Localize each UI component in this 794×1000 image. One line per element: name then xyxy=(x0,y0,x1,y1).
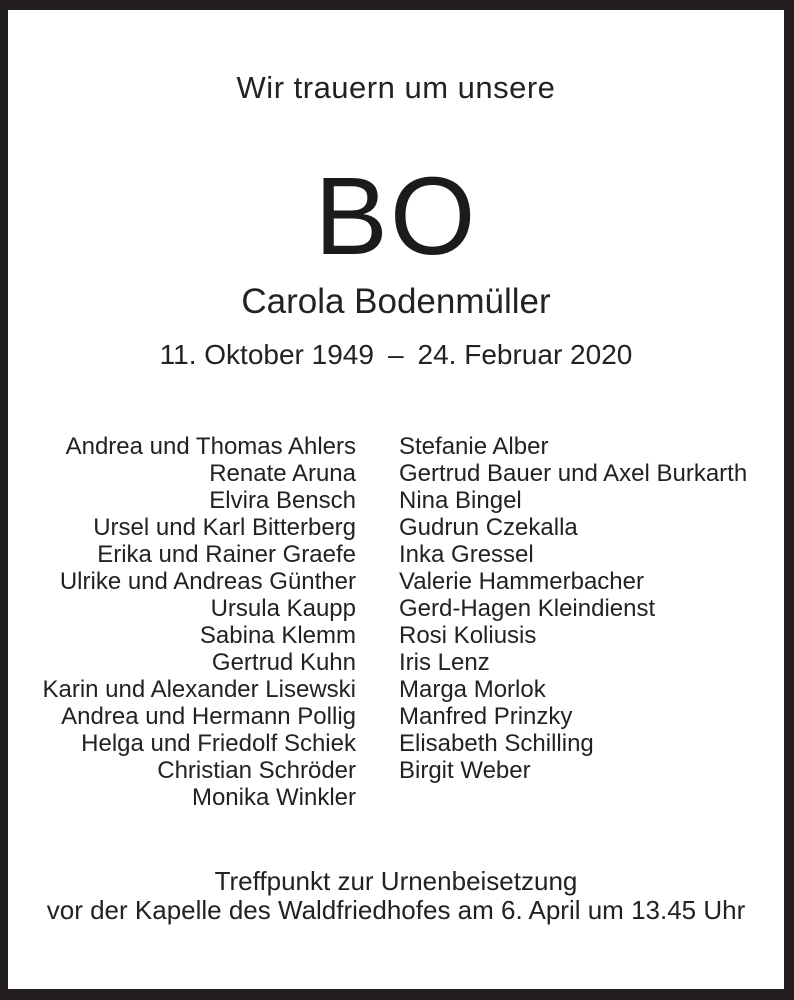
mourners-column-left xyxy=(8,433,356,811)
mourners-list xyxy=(8,433,784,811)
mourner-name: Andrea und Thomas Ahlers xyxy=(65,433,356,460)
mourner-name: Ursula Kaupp xyxy=(210,595,356,622)
mourner-name: Ulrike und Andreas Günther xyxy=(59,568,356,595)
mourner-name: Gerd-Hagen Kleindienst xyxy=(399,595,656,622)
birth-date: 11. Oktober 1949 xyxy=(159,339,374,370)
mourners-column-right xyxy=(399,433,784,811)
mourner-name: Christian Schröder xyxy=(157,757,356,784)
mourner-name: Sabina Klemm xyxy=(199,622,356,649)
mourner-name: Erika und Rainer Graefe xyxy=(97,541,356,568)
mourner-name: Ursel und Karl Bitterberg xyxy=(93,514,356,541)
mourner-name: Stefanie Alber xyxy=(399,433,549,460)
mourner-name: Helga und Friedolf Schiek xyxy=(81,730,356,757)
mourner-name: Gudrun Czekalla xyxy=(399,514,578,541)
mourner-name: Inka Gressel xyxy=(399,541,534,568)
death-date: 24. Februar 2020 xyxy=(417,339,633,370)
mourner-name: Karin und Alexander Lisewski xyxy=(42,676,356,703)
mourner-name: Birgit Weber xyxy=(399,757,531,784)
funeral-info-line2: vor der Kapelle des Waldfriedhofes am 6. April um 13.45 Uhr xyxy=(46,895,746,925)
mourner-name: Marga Morlok xyxy=(399,676,546,703)
mourner-name: Manfred Prinzky xyxy=(399,703,573,730)
mourner-name: Valerie Hammerbacher xyxy=(399,568,644,595)
monogram: BO xyxy=(314,155,478,278)
mourner-name: Elisabeth Schilling xyxy=(399,730,594,757)
mourner-name: Elvira Bensch xyxy=(209,487,356,514)
mourner-name: Nina Bingel xyxy=(399,487,522,514)
mourner-name: Renate Aruna xyxy=(209,460,356,487)
date-separator: – xyxy=(387,339,404,370)
deceased-name: Carola Bodenmüller xyxy=(241,282,551,321)
funeral-info-line1: Treffpunkt zur Urnenbeisetzung xyxy=(214,866,578,896)
mourner-name: Rosi Koliusis xyxy=(399,622,537,649)
funeral-info xyxy=(8,867,784,925)
mourner-name: Gertrud Bauer und Axel Burkarth xyxy=(399,460,748,487)
mourner-name: Iris Lenz xyxy=(399,649,490,676)
mourner-name: Andrea und Hermann Pollig xyxy=(61,703,356,730)
mourner-name: Gertrud Kuhn xyxy=(211,649,356,676)
intro-line: Wir trauern um unsere xyxy=(236,70,556,105)
mourner-name: Monika Winkler xyxy=(191,784,356,811)
life-dates xyxy=(8,339,784,371)
